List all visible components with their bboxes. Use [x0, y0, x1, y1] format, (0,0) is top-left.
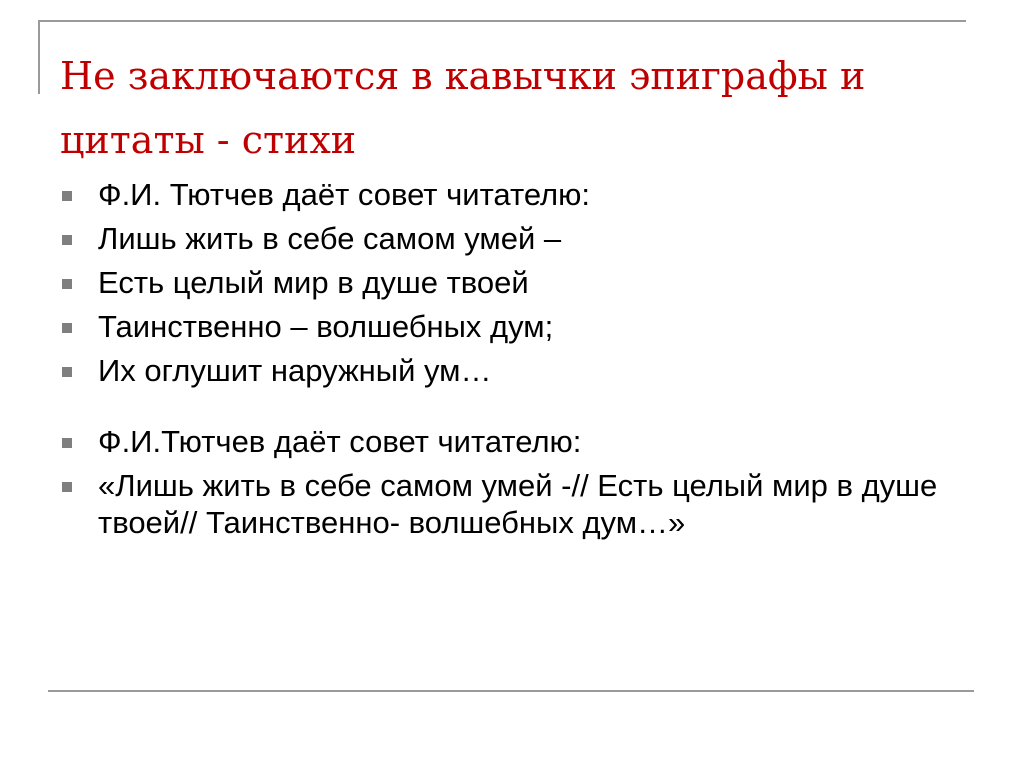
list-item: [58, 176, 938, 213]
list-item-text: Ф.И. Тютчев даёт совет читателю:: [98, 177, 591, 212]
list-item-text: Лишь жить в себе самом умей –: [98, 221, 562, 256]
square-bullet-icon: [62, 323, 72, 333]
list-item: [58, 308, 938, 345]
square-bullet-icon: [62, 367, 72, 377]
frame-top-line: [38, 20, 966, 22]
square-bullet-icon: [62, 191, 72, 201]
list-item: [58, 467, 938, 541]
square-bullet-icon: [62, 438, 72, 448]
list-item-text: Ф.И.Тютчев даёт совет читателю:: [98, 424, 582, 459]
list-item: [58, 423, 938, 460]
square-bullet-icon: [62, 482, 72, 492]
list-item: [58, 220, 938, 257]
frame-left-line: [38, 20, 40, 94]
square-bullet-icon: [62, 279, 72, 289]
bullet-list: [58, 176, 938, 548]
list-item-text: Таинственно – волшебных дум;: [98, 309, 554, 344]
list-item-text: Их оглушит наружный ум…: [98, 353, 492, 388]
list-item: [58, 264, 938, 301]
frame-bottom-line: [48, 690, 974, 692]
slide-title: Не заключаются в кавычки эпиграфы и цитаты - стихи: [60, 54, 866, 162]
list-item-text: Есть целый мир в душе твоей: [98, 265, 529, 300]
list-item-text: «Лишь жить в себе самом умей -// Есть целый мир в душе твоей// Таинственно- волшебных дум…»: [98, 468, 938, 540]
list-item: [58, 352, 938, 389]
square-bullet-icon: [62, 235, 72, 245]
